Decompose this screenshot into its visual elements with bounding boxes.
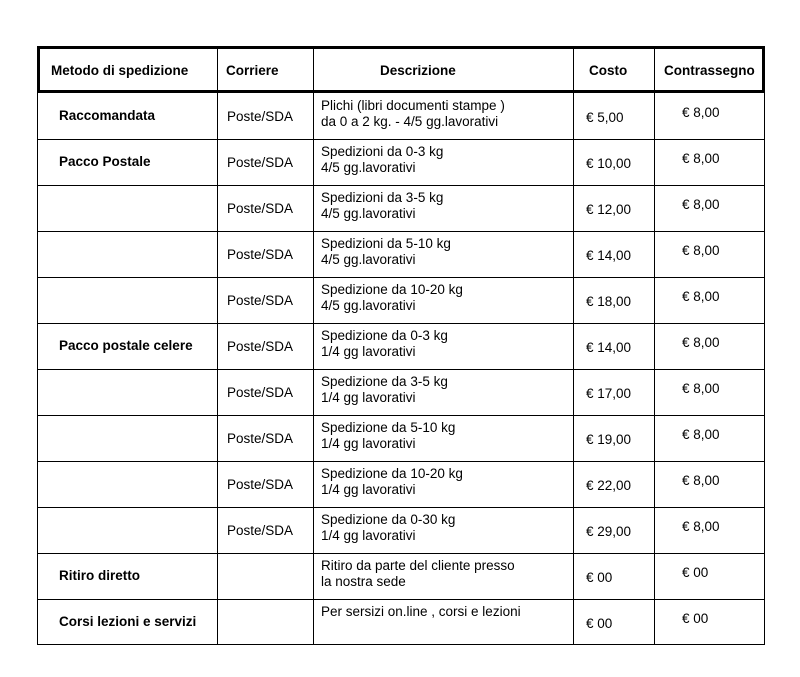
row-divider: [37, 323, 765, 324]
cell-descrizione-line1: Spedizione da 0-30 kg: [321, 512, 456, 527]
header-contrassegno: Contrassegno: [664, 63, 755, 78]
cell-corriere: Poste/SDA: [227, 385, 294, 400]
cell-contrassegno: € 8,00: [682, 243, 720, 258]
cell-costo: € 10,00: [586, 156, 632, 171]
cell-descrizione-line1: Ritiro da parte del cliente presso: [321, 558, 515, 573]
cell-contrassegno: € 8,00: [682, 473, 720, 488]
cell-corriere: Poste/SDA: [227, 339, 294, 354]
cell-contrassegno: € 8,00: [682, 197, 720, 212]
cell-contrassegno: € 8,00: [682, 335, 720, 350]
cell-descrizione-line1: Spedizione da 5-10 kg: [321, 420, 456, 435]
cell-descrizione-line1: Spedizioni da 3-5 kg: [321, 190, 444, 205]
cell-costo: € 14,00: [586, 248, 632, 263]
cell-descrizione-line1: Spedizione da 10-20 kg: [321, 282, 463, 297]
cell-corriere: Poste/SDA: [227, 431, 294, 446]
cell-descrizione-line1: Spedizioni da 5-10 kg: [321, 236, 451, 251]
cell-costo: € 19,00: [586, 432, 632, 447]
cell-costo: € 29,00: [586, 524, 632, 539]
cell-corriere: Poste/SDA: [227, 201, 294, 216]
row-divider: [37, 139, 765, 140]
shipping-table: [37, 46, 765, 645]
cell-metodo: Ritiro diretto: [59, 568, 140, 583]
row-divider: [37, 185, 765, 186]
cell-contrassegno: € 8,00: [682, 105, 720, 120]
cell-costo: € 00: [586, 570, 613, 585]
cell-contrassegno: € 8,00: [682, 427, 720, 442]
cell-corriere: Poste/SDA: [227, 109, 294, 124]
cell-descrizione-line1: Per sersizi on.line , corsi e lezioni: [321, 604, 521, 619]
row-divider: [37, 415, 765, 416]
cell-descrizione-line2: 4/5 gg.lavorativi: [321, 160, 416, 175]
cell-descrizione-line2: 1/4 gg lavorativi: [321, 482, 416, 497]
row-divider: [37, 461, 765, 462]
cell-corriere: Poste/SDA: [227, 247, 294, 262]
header-costo: Costo: [589, 63, 628, 78]
row-divider: [37, 507, 765, 508]
row-divider: [37, 277, 765, 278]
cell-corriere: Poste/SDA: [227, 477, 294, 492]
header-corriere: Corriere: [226, 63, 279, 78]
cell-descrizione-line2: da 0 a 2 kg. - 4/5 gg.lavorativi: [321, 114, 499, 129]
cell-costo: € 18,00: [586, 294, 632, 309]
cell-corriere: Poste/SDA: [227, 293, 294, 308]
cell-descrizione-line2: 4/5 gg.lavorativi: [321, 206, 416, 221]
header-descrizione: Descrizione: [380, 63, 456, 78]
column-divider: [217, 46, 218, 645]
cell-descrizione-line2: la nostra sede: [321, 574, 406, 589]
cell-contrassegno: € 8,00: [682, 151, 720, 166]
cell-costo: € 5,00: [586, 110, 624, 125]
cell-costo: € 12,00: [586, 202, 632, 217]
cell-contrassegno: € 00: [682, 565, 709, 580]
cell-descrizione-line2: 1/4 gg lavorativi: [321, 344, 416, 359]
cell-metodo: Corsi lezioni e servizi: [59, 614, 197, 629]
cell-corriere: Poste/SDA: [227, 155, 294, 170]
column-divider: [313, 46, 314, 645]
row-divider: [37, 599, 765, 600]
column-divider: [654, 46, 655, 645]
column-divider: [573, 46, 574, 645]
cell-contrassegno: € 8,00: [682, 519, 720, 534]
cell-descrizione-line1: Spedizione da 0-3 kg: [321, 328, 448, 343]
cell-costo: € 22,00: [586, 478, 632, 493]
cell-descrizione-line2: 1/4 gg lavorativi: [321, 436, 416, 451]
cell-costo: € 14,00: [586, 340, 632, 355]
cell-metodo: Raccomandata: [59, 108, 156, 123]
cell-descrizione-line1: Spedizioni da 0-3 kg: [321, 144, 444, 159]
cell-metodo: Pacco postale celere: [59, 338, 193, 353]
cell-descrizione-line2: 4/5 gg.lavorativi: [321, 298, 416, 313]
row-divider: [37, 231, 765, 232]
cell-contrassegno: € 8,00: [682, 289, 720, 304]
cell-descrizione-line1: Spedizione da 3-5 kg: [321, 374, 448, 389]
cell-contrassegno: € 00: [682, 611, 709, 626]
cell-descrizione-line2: 4/5 gg.lavorativi: [321, 252, 416, 267]
row-divider: [37, 553, 765, 554]
cell-metodo: Pacco Postale: [59, 154, 151, 169]
cell-descrizione-line1: Spedizione da 10-20 kg: [321, 466, 463, 481]
row-divider: [37, 369, 765, 370]
cell-corriere: Poste/SDA: [227, 523, 294, 538]
cell-costo: € 17,00: [586, 386, 632, 401]
cell-descrizione-line1: Plichi (libri documenti stampe ): [321, 98, 505, 113]
cell-descrizione-line2: 1/4 gg lavorativi: [321, 528, 416, 543]
header-metodo: Metodo di spedizione: [51, 63, 189, 78]
cell-descrizione-line2: 1/4 gg lavorativi: [321, 390, 416, 405]
cell-costo: € 00: [586, 616, 613, 631]
cell-contrassegno: € 8,00: [682, 381, 720, 396]
